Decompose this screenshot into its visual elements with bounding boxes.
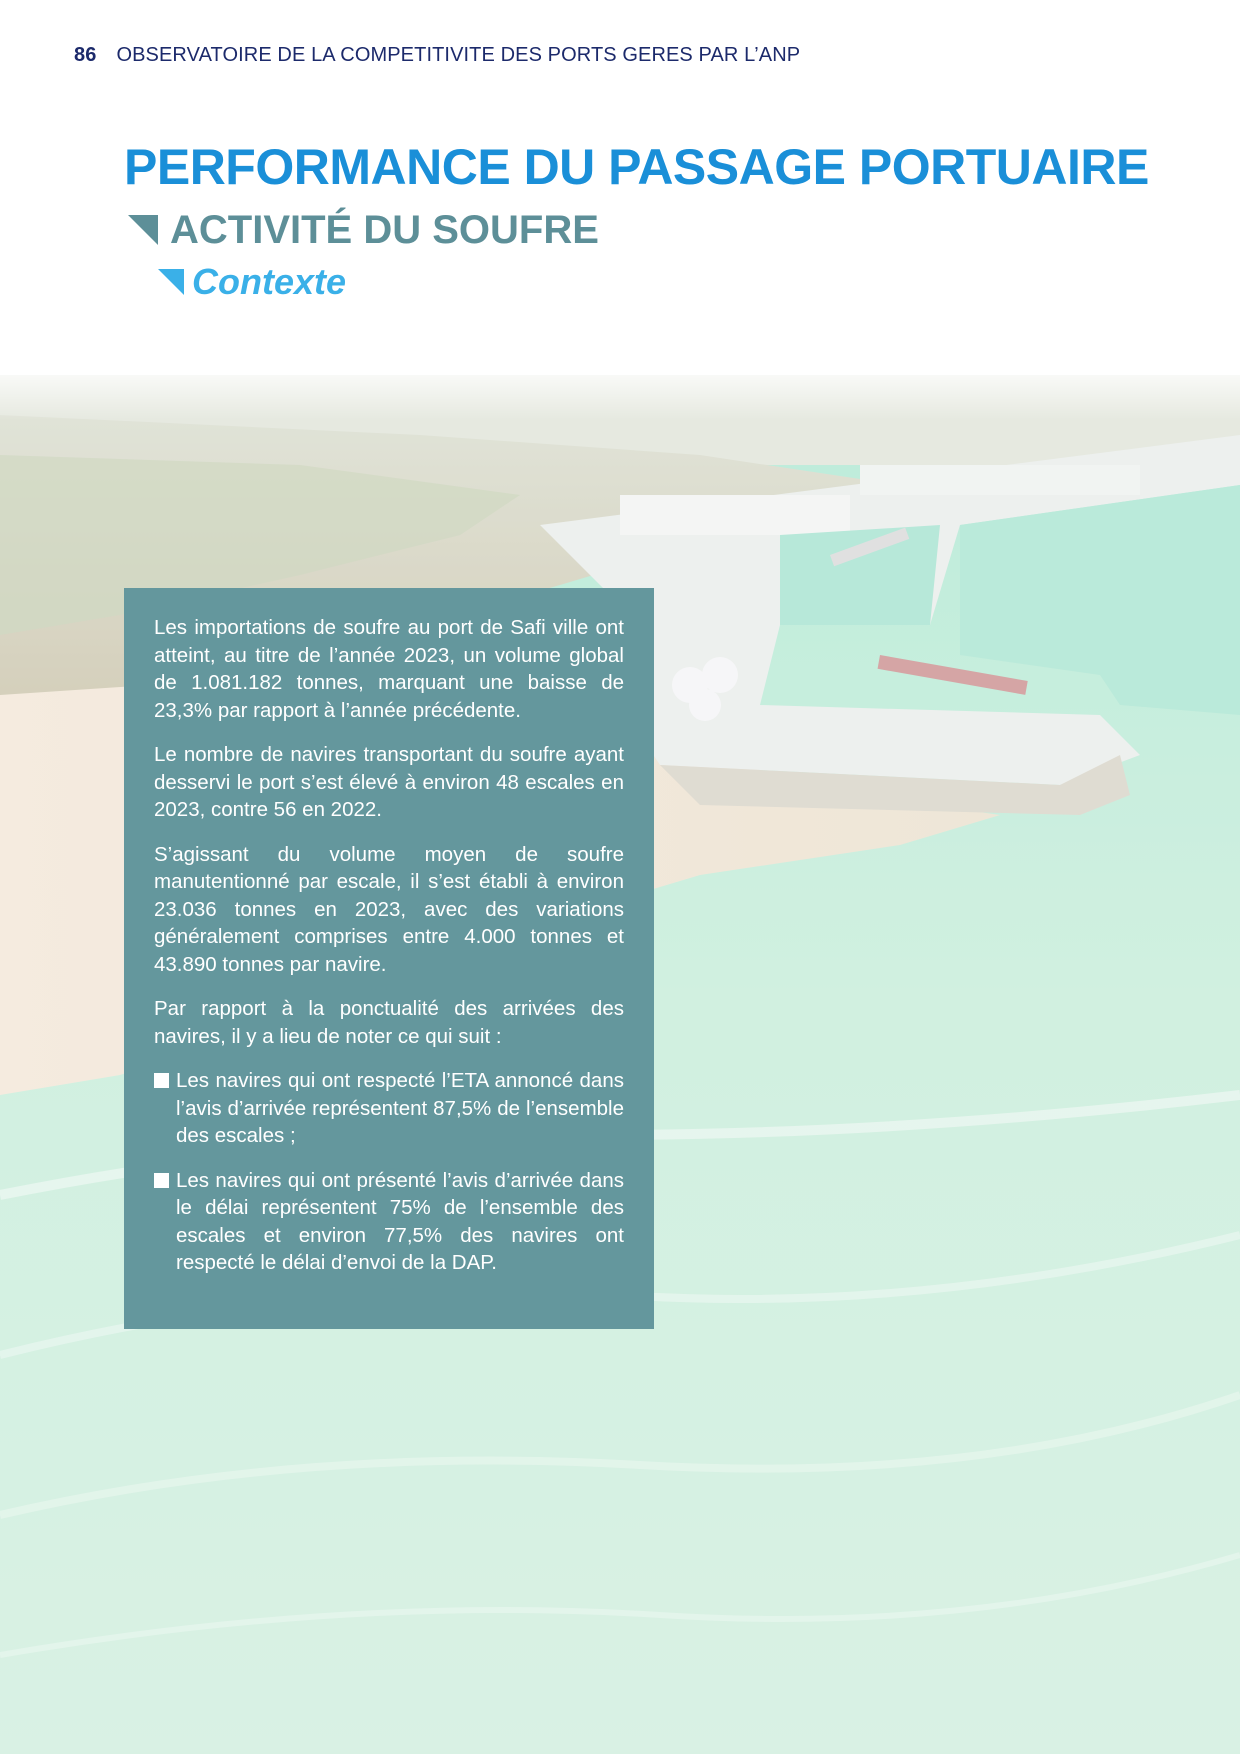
running-header [74,44,800,67]
section-heading: Contexte [192,261,347,302]
running-title: OBSERVATOIRE DE LA COMPETITIVITE DES PORTS GERES PAR L’ANP [116,44,801,66]
subtitle: ACTIVITÉ DU SOUFRE [170,207,599,252]
paragraph: Le nombre de navires transportant du soufre ayant desservi le port s’est élevé à environ 48 escales en 2023, contre 56 en 2022. [154,743,624,821]
paragraph: S’agissant du volume moyen de soufre manutentionné par escale, il s’est établi à environ 23.036 tonnes en 2023, avec des variations généralement comprises entre 4.000 tonnes et 43.890 tonnes par navire. [154,842,624,976]
square-bullet-icon [154,1073,169,1088]
context-text-box [124,588,654,1329]
paragraph: Par rapport à la ponctualité des arrivées des navires, il y a lieu de noter ce qui suit : [154,997,624,1048]
bullet-text: Les navires qui ont présenté l’avis d’arrivée dans le délai représentent 75% de l’ensemble des escales et environ 77,5% des navires ont respecté le délai d’envoi de la DAP. [176,1168,624,1274]
paragraph: Les importations de soufre au port de Safi ville ont atteint, au titre de l’année 2023, un volume global de 1.081.182 tonnes, marquant une baisse de 23,3% par rapport à l’année précédente. [154,616,624,722]
bullet-item [154,1167,624,1277]
section-row [158,262,346,302]
page-title: PERFORMANCE DU PASSAGE PORTUAIRE [124,139,1149,195]
bullet-item [154,1067,624,1150]
square-bullet-icon [154,1173,169,1188]
subtitle-row [128,208,599,252]
triangle-marker-icon [158,269,184,295]
bullet-text: Les navires qui ont respecté l’ETA annoncé dans l’avis d’arrivée représentent 87,5% de l’ensemble des escales ; [176,1069,624,1147]
photo-fade [0,360,1240,420]
page-number: 86 [74,44,97,66]
triangle-marker-icon [128,215,158,245]
